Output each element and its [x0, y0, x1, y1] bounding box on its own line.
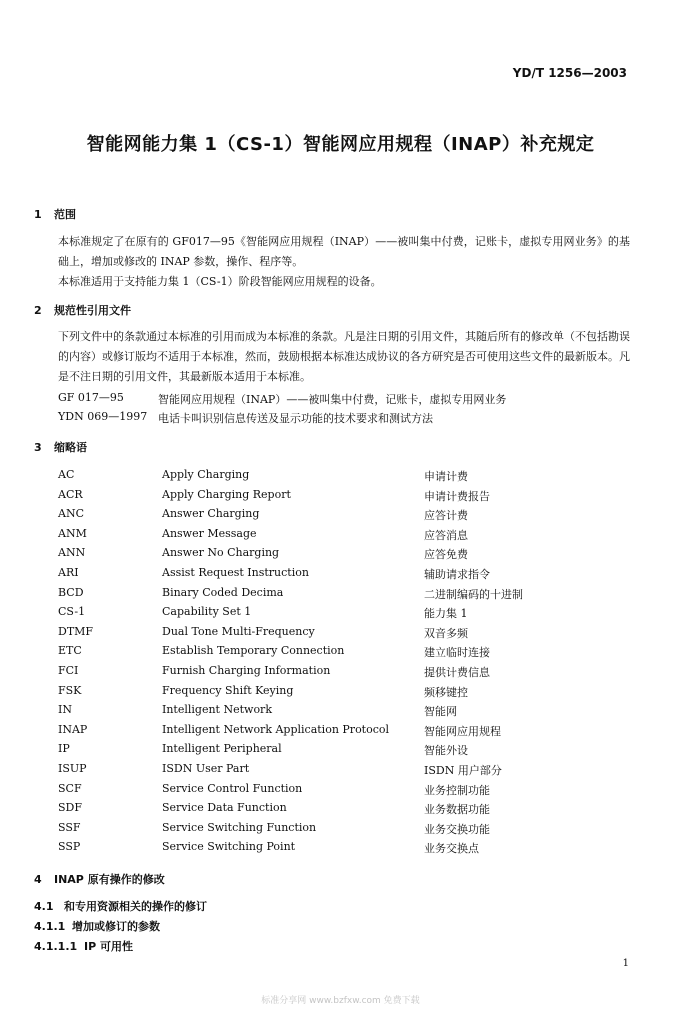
abbreviation-chinese: 双音多频 — [424, 626, 468, 640]
abbreviation-english: Intelligent Peripheral — [162, 742, 282, 756]
abbreviation-term: SDF — [58, 801, 82, 815]
section-number: 4.1.1 — [34, 920, 66, 933]
section-title: 范围 — [54, 208, 76, 221]
abbreviation-term: AC — [58, 468, 75, 481]
abbreviation-term: IN — [58, 703, 72, 717]
reference-title: 智能网应用规程（INAP）——被叫集中付费，记账卡，虚拟专用网业务 — [158, 393, 507, 406]
abbreviation-english: ISDN User Part — [162, 762, 250, 775]
section-title: 和专用资源相关的操作的修订 — [64, 900, 207, 913]
section-2-heading — [34, 302, 131, 318]
section-4-heading — [34, 871, 165, 887]
abbreviation-chinese: 应答免费 — [424, 548, 468, 562]
abbreviation-english: Capability Set 1 — [162, 605, 252, 619]
abbreviation-term: ISUP — [58, 762, 87, 775]
abbreviation-chinese: 应答消息 — [424, 528, 468, 542]
scope-paragraph-2: 本标准适用于支持能力集 1（CS-1）阶段智能网应用规程的设备。 — [58, 275, 382, 288]
abbreviation-term: SSF — [58, 820, 81, 834]
abbreviation-chinese: 提供计费信息 — [424, 666, 490, 679]
section-1-heading — [34, 206, 76, 222]
abbreviation-term: DTMF — [58, 624, 94, 638]
abbreviation-english: Intelligent Network Application Protocol — [162, 722, 390, 736]
abbreviation-chinese: 能力集 1 — [424, 607, 468, 621]
abbreviation-english: Apply Charging Report — [162, 487, 291, 501]
abbreviation-english: Dual Tone Multi-Frequency — [162, 624, 315, 638]
scope-paragraph-1: 本标准规定了在原有的 GF017—95《智能网应用规程（INAP）——被叫集中付费，记账卡，虚拟专用网业务》的基础上，增加或修改的 INAP 参数，操作、程序等。 — [58, 235, 630, 268]
abbreviation-chinese: 频移键控 — [424, 685, 468, 699]
section-title: IP 可用性 — [84, 940, 133, 953]
abbreviation-term: ANN — [58, 546, 86, 560]
standard-number: YD/T 1256—2003 — [512, 66, 627, 80]
page-number: 1 — [622, 958, 629, 969]
section-number: 4.1.1.1 — [34, 940, 78, 953]
abbreviation-term: SCF — [58, 781, 82, 795]
abbreviation-term: SSP — [58, 840, 81, 854]
abbreviation-english: Establish Temporary Connection — [162, 644, 345, 658]
abbreviation-chinese: 业务控制功能 — [424, 783, 490, 797]
abbreviation-english: Answer Message — [162, 526, 257, 540]
abbreviation-chinese: 业务数据功能 — [424, 803, 490, 817]
abbreviation-term: INAP — [58, 722, 88, 736]
abbreviation-english: Apply Charging — [162, 468, 250, 481]
abbreviation-chinese: 业务交换功能 — [424, 822, 490, 836]
abbreviation-term: ANM — [58, 526, 87, 540]
abbreviation-english: Binary Coded Decima — [162, 585, 284, 599]
abbreviation-chinese: 申请计费报告 — [424, 489, 490, 503]
abbreviation-term: FSK — [58, 683, 82, 697]
abbreviation-term: ANC — [58, 507, 84, 521]
section-4-1-1-1-heading — [34, 938, 133, 954]
section-title: 增加或修订的参数 — [72, 920, 160, 933]
abbreviation-chinese: 智能网 — [424, 705, 457, 719]
abbreviation-english: Assist Request Instruction — [162, 566, 309, 579]
abbreviation-english: Service Control Function — [162, 781, 303, 795]
section-number: 3 — [34, 441, 42, 454]
section-number: 1 — [34, 208, 42, 221]
abbreviation-english: Intelligent Network — [162, 703, 272, 717]
references-paragraph: 下列文件中的条款通过本标准的引用而成为本标准的条款。凡是注日期的引用文件，其随后所有的修改单（不包括勘误的内容）或修订版均不适用于本标准，然而，鼓励根据本标准达成协议的各方研究是否可使用这些文件的最新版本。凡是不注日期的引用文件，其最新版本适用于本标准。 — [58, 330, 630, 383]
section-number: 4.1 — [34, 900, 54, 913]
section-4-1-heading — [34, 898, 207, 914]
abbreviation-term: FCI — [58, 664, 79, 677]
abbreviation-term: ACR — [58, 487, 83, 501]
abbreviation-chinese: 智能外设 — [424, 744, 468, 758]
section-title: 规范性引用文件 — [54, 304, 131, 317]
section-number: 2 — [34, 304, 42, 317]
reference-title: 电话卡叫识别信息传送及显示功能的技术要求和测试方法 — [158, 412, 433, 425]
abbreviation-term: BCD — [58, 585, 84, 599]
abbreviation-chinese: 应答计费 — [424, 509, 468, 523]
abbreviation-english: Service Switching Point — [162, 840, 296, 854]
abbreviation-chinese: 申请计费 — [424, 470, 468, 483]
abbreviation-chinese: ISDN 用户部分 — [424, 764, 502, 777]
abbreviation-chinese: 二进制编码的十进制 — [424, 587, 523, 601]
abbreviation-english: Answer Charging — [162, 507, 260, 521]
abbreviation-english: Service Data Function — [162, 801, 287, 815]
reference-code: YDN 069—1997 — [58, 410, 148, 423]
document-title: 智能网能力集 1（CS-1）智能网应用规程（INAP）补充规定 — [86, 134, 595, 155]
section-number: 4 — [34, 873, 42, 886]
abbreviation-term: ETC — [58, 644, 82, 658]
abbreviation-english: Frequency Shift Keying — [162, 683, 294, 697]
section-3-heading — [34, 439, 87, 455]
abbreviation-term: CS-1 — [58, 605, 86, 619]
section-title: 缩略语 — [54, 441, 87, 454]
abbreviation-english: Answer No Charging — [162, 546, 280, 560]
abbreviation-chinese: 建立临时连接 — [424, 646, 490, 660]
abbreviation-chinese: 智能网应用规程 — [424, 724, 501, 738]
abbreviation-english: Furnish Charging Information — [162, 664, 331, 677]
abbreviation-term: IP — [58, 742, 70, 756]
section-title: INAP 原有操作的修改 — [54, 873, 165, 886]
abbreviation-term: ARI — [58, 566, 79, 579]
section-4-1-1-heading — [34, 918, 160, 934]
abbreviation-english: Service Switching Function — [162, 820, 317, 834]
abbreviation-chinese: 业务交换点 — [424, 842, 479, 856]
abbreviation-chinese: 辅助请求指令 — [424, 568, 490, 581]
reference-code: GF 017—95 — [58, 391, 124, 404]
watermark: 标准分享网 www.bzfxw.com 免费下载 — [261, 996, 420, 1006]
